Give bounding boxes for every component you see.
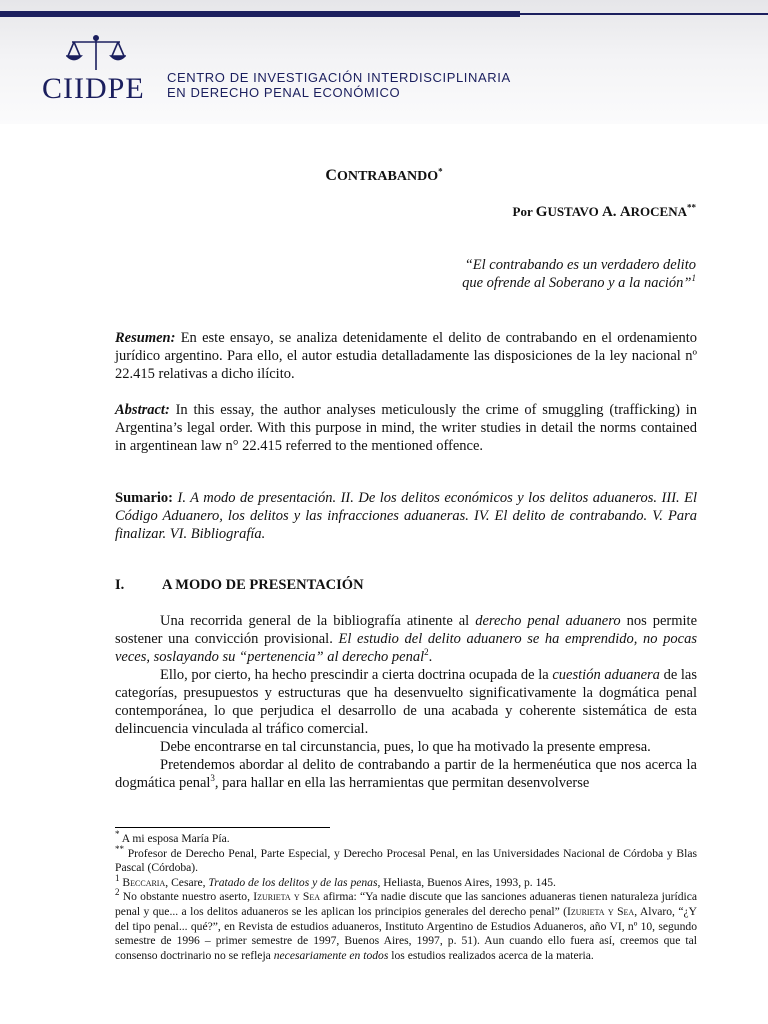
author-middle-initial: A. <box>601 204 617 220</box>
footnote-2: $^2$ No obstante nuestro aserto, Izurieta y Sea afirma: “Ya nadie discute que las sanciones aduaneras tienen naturaleza jurídica penal y que... a los delitos aduaneros se les aplican los principios generales del derecho penal” (Izurieta y Sea, Alvaro, “¿Y del tipo penal... qué?”, en Revista de estudios aduaneros, Instituto Argentino de Estudios Aduaneros, año VI, nº 10, segundo semestre de 1996 – primer semestre de 1997, Buenos Aires, 1997, p. 51). Aun cuando ello fuera así, creemos que tal consenso doctrinario no se refleja necesariamente en todos los estudios realizados acerca de la materia. <box>115 887 698 962</box>
footnote-2-c: , Alvaro, “¿Y del tipo penal... qué?”, en Revista de estudios aduaneros, Instituto Argentino de Estudios Aduaneros, año VI, nº 10, segundo semestre de 1996 – primer semestre de 1997, Buenos Aires, 1997, p. 51). Aun cuando ello fuera así, creemos que tal consenso doctrinario no se refleja <box>115 904 698 962</box>
footnote-double-star-text: Profesor de Derecho Penal, Parte Especial, y Derecho Procesal Penal, en las Universidades Nacional de Córdoba y Blas Pascal (Córdoba). <box>115 846 697 875</box>
footnote-1-b: , Heliasta, Buenos Aires, 1993, p. 145. <box>377 875 556 889</box>
body-text <box>115 612 697 792</box>
sumario-text: I. A modo de presentación. II. De los delitos económicos y los delitos aduaneros. III. El Código Aduanero, los delitos y las infracciones aduaneras. IV. El delito de contrabando. V. Para finalizar. VI. Bibliografía. <box>115 490 698 542</box>
institution-name <box>167 70 511 100</box>
footnote-double-star: ** Profesor de Derecho Penal, Parte Especial, y Derecho Procesal Penal, en las Universidades Nacional de Córdoba y Blas Pascal (Córdoba). <box>115 843 697 875</box>
title-footnote-mark[interactable]: * <box>438 166 443 177</box>
footnote-2-e: los estudios realizados acerca de la materia. <box>391 948 594 962</box>
top-rule <box>0 11 520 17</box>
body-p1-a: Una recorrida general de la bibliografía atinente al <box>160 613 470 629</box>
body-paragraph-1: Una recorrida general de la bibliografía atinente al derecho penal aduanero nos permite sostener una convicción provisional. El estudio del delito aduanero se ha emprendido, no pocas veces, soslayando su “pertenencia” al derecho penal$^2$. <box>115 613 698 665</box>
sumario-label: Sumario: <box>115 490 173 506</box>
resumen-paragraph <box>115 329 697 383</box>
body-p2-c: de las categorías, presupuestos y estructuras que ha desenvuelto significativamente la dogmática penal contemporánea, lo que perjudica el desarrollo de una acabada y coherente sistemática de esta delincuencia vinculada al tráfico comercial. <box>115 667 698 737</box>
body-p1-b: derecho penal aduanero <box>475 613 621 629</box>
author-footnote-mark[interactable]: ** <box>687 202 696 213</box>
footnote-star: * A mi esposa María Pía. <box>115 829 230 845</box>
ciidpe-logo <box>42 34 154 106</box>
author-initial-g: G <box>535 204 548 220</box>
footnote-1-author: Beccaria <box>122 875 166 889</box>
institution-line-2: EN DERECHO PENAL ECONÓMICO <box>167 85 401 100</box>
footnote-2-a: No obstante nuestro aserto, <box>122 890 250 904</box>
footnote-1-a: , Cesare, <box>165 875 206 889</box>
footnote-3-mark[interactable]: 3 <box>210 773 215 784</box>
body-p1-c: nos permite sostener una convicción provisional. <box>115 613 698 647</box>
body-p2-a: Ello, por cierto, ha hecho prescindir a cierta doctrina ocupada de la <box>160 667 549 683</box>
body-p4-a: Pretendemos abordar al delito de contrabando a partir de la hermenéutica que nos acerca la dogmática penal <box>115 757 697 791</box>
author-prefix: Por <box>512 204 533 219</box>
body-paragraph-2 <box>115 666 697 738</box>
resumen-label: Resumen: <box>115 330 176 346</box>
body-paragraph-4 <box>115 756 697 792</box>
abstract-text: In this essay, the author analyses meticulously the crime of smuggling (trafficking) in Argentina’s legal order. With this purpose in mind, the writer studies in detail the norms contained in argentinean law n° 22.415 referred to the mentioned offence. <box>115 402 698 454</box>
epigraph-line-2: que ofrende al Soberano y a la nación” <box>462 275 692 291</box>
footnote-star-text: A mi esposa María Pía. <box>121 832 230 845</box>
body-paragraph-3: Debe encontrarse en tal circunstancia, pues, lo que ha motivado la presente empresa. <box>160 739 651 755</box>
footnotes <box>115 829 698 963</box>
footnote-2-b: afirma: “Ya nadie discute que las sanciones aduaneras tienen naturaleza jurídica penal y que... a los delitos aduaneros se les aplican los principios generales del derecho penal” ( <box>115 890 698 918</box>
author-line <box>513 204 696 221</box>
epigraph-line-1: “El contrabando es un verdadero delito <box>464 257 696 273</box>
footnote-2-d: necesariamente en todos <box>273 948 389 962</box>
section-number: I. <box>115 577 125 593</box>
footnote-separator <box>115 827 330 828</box>
section-heading <box>115 577 364 594</box>
author-initial-a: A <box>619 204 631 220</box>
footnote-1-title: Tratado de los delitos y de las penas <box>208 875 378 889</box>
footnote-1: $^1$ Beccaria, Cesare, Tratado de los delitos y de las penas, Heliasta, Buenos Aires, 1993, p. 145. <box>115 872 556 889</box>
abstract-label: Abstract: <box>115 402 170 418</box>
logo-text: CIIDPE <box>42 72 145 105</box>
body-p4-b: , para hallar en ella las herramientas que permitan desenvolverse <box>214 775 590 791</box>
title-rest: ONTRABANDO <box>336 169 439 184</box>
document-title <box>0 167 768 185</box>
abstract-paragraph <box>115 401 697 455</box>
footnote-2-author-2: Izurieta y Sea <box>567 904 635 918</box>
section-title: A MODO DE PRESENTACIÓN <box>162 577 364 593</box>
resumen-text: En este ensayo, se analiza detenidamente el delito de contrabando en el ordenamiento jurídico argentino. Para ello, el autor estudia detalladamente las disposiciones de la ley nacional nº 22.415 relativas a dicho ilícito. <box>115 330 697 382</box>
epigraph-footnote-mark[interactable]: 1 <box>691 273 696 284</box>
author-first-name: USTAVO <box>547 204 599 219</box>
author-surname: ROCENA <box>630 204 687 219</box>
top-rule-thin <box>520 13 768 15</box>
body-p1-d: El estudio del delito aduanero se ha emprendido, no pocas veces, soslayando su “pertenencia” al derecho penal <box>115 631 698 665</box>
footnote-2-mark[interactable]: 2 <box>424 647 429 658</box>
epigraph <box>462 256 696 292</box>
sumario-paragraph <box>115 489 697 543</box>
scales-of-justice-icon <box>66 34 126 76</box>
body-p2-b: cuestión aduanera <box>552 667 660 683</box>
institution-line-1: CENTRO DE INVESTIGACIÓN INTERDISCIPLINARIA <box>167 70 511 85</box>
title-initial: C <box>325 167 337 184</box>
footnote-2-author-1: Izurieta y Sea <box>253 890 321 904</box>
